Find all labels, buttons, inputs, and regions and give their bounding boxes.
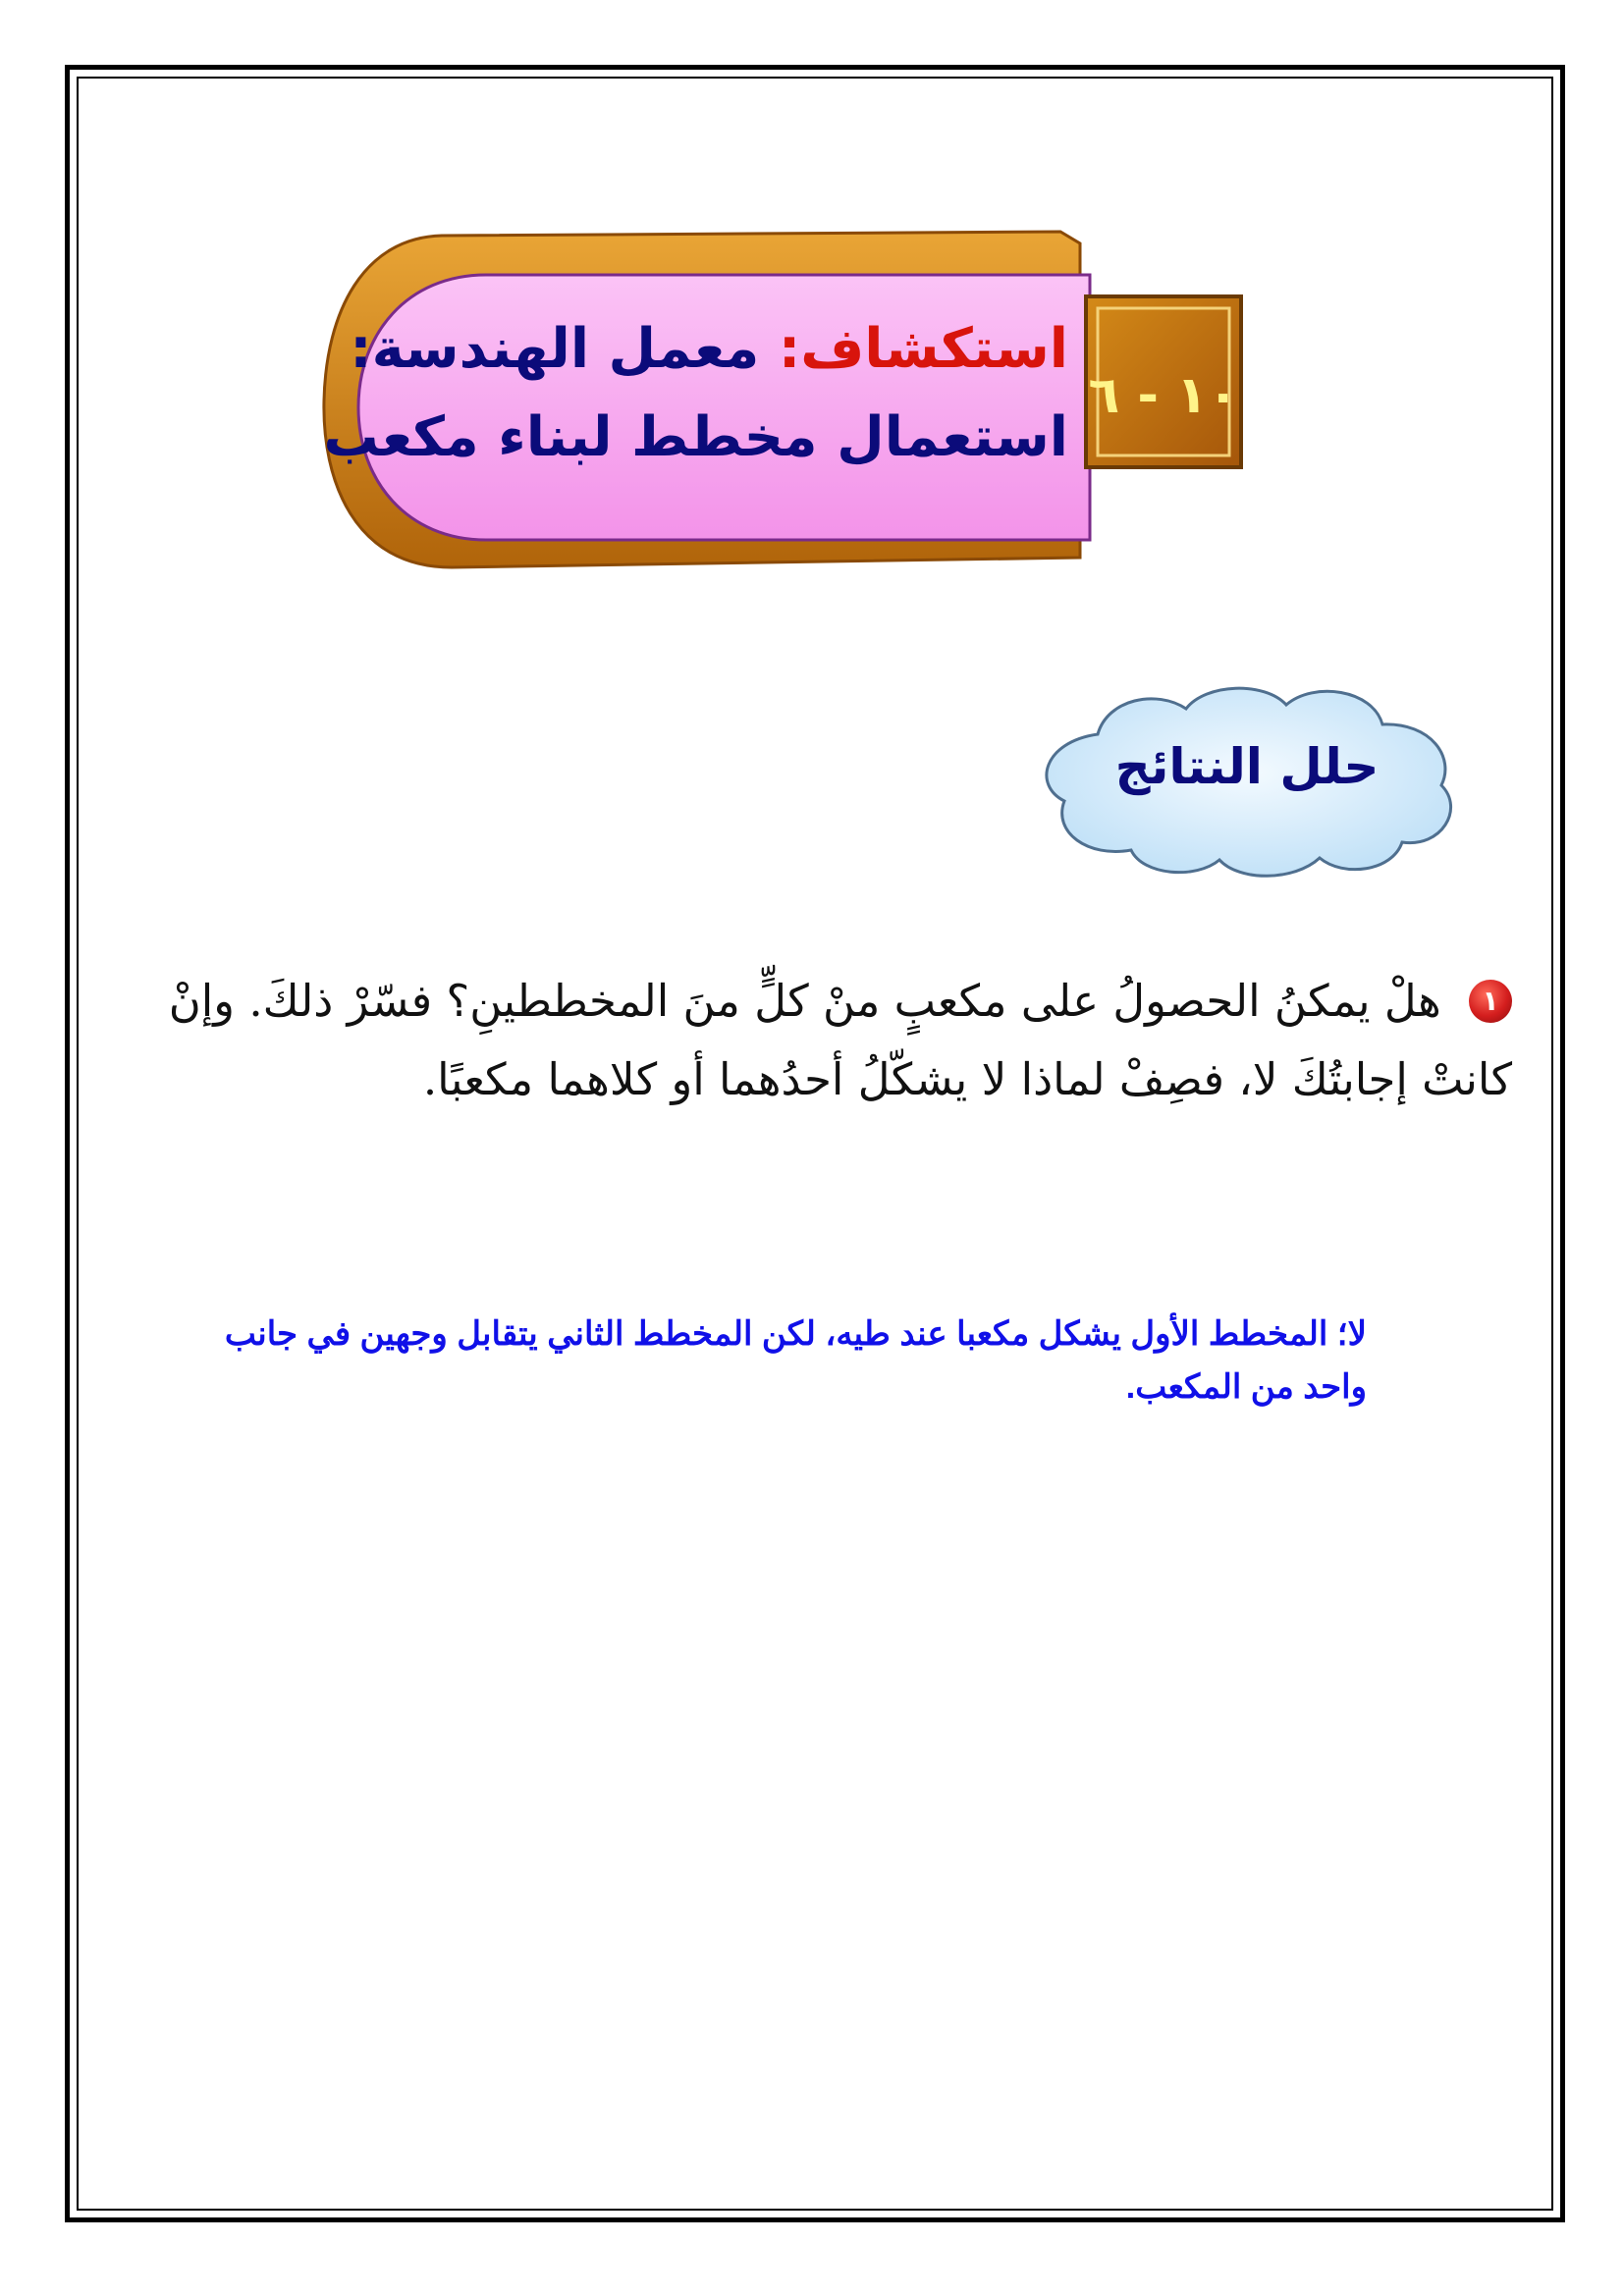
question-text: هلْ يمكنُ الحصولُ على مكعبٍ منْ كلٍّ منَ المخططينِ؟ فسّرْ ذلكَ. وإنْ كانتْ إجابتُكَ لا، فصِفْ لماذا لا يشكّلُ أحدُهما أو كلاهما مكعبًا. [168,975,1512,1105]
section-label: حلل النتائج [1114,738,1380,795]
question-1 [147,962,1512,1119]
answer-text: لا؛ المخطط الأول يشكل مكعبا عند طيه، لكن المخطط الثاني يتقابل وجهين في جانب واحد من المكعب. [224,1315,1367,1406]
lesson-title-line1 [350,317,1068,381]
title-keyword: استكشاف: [778,317,1068,381]
section-cloud [1029,675,1465,881]
lesson-title-banner [314,224,1276,577]
question-number-badge: ١ [1469,980,1512,1023]
lesson-number: ١٠ - ٦ [1088,366,1239,425]
lesson-title-line2: استعمال مخطط لبناء مكعب [323,405,1068,469]
title-topic: معمل الهندسة: [350,317,760,381]
